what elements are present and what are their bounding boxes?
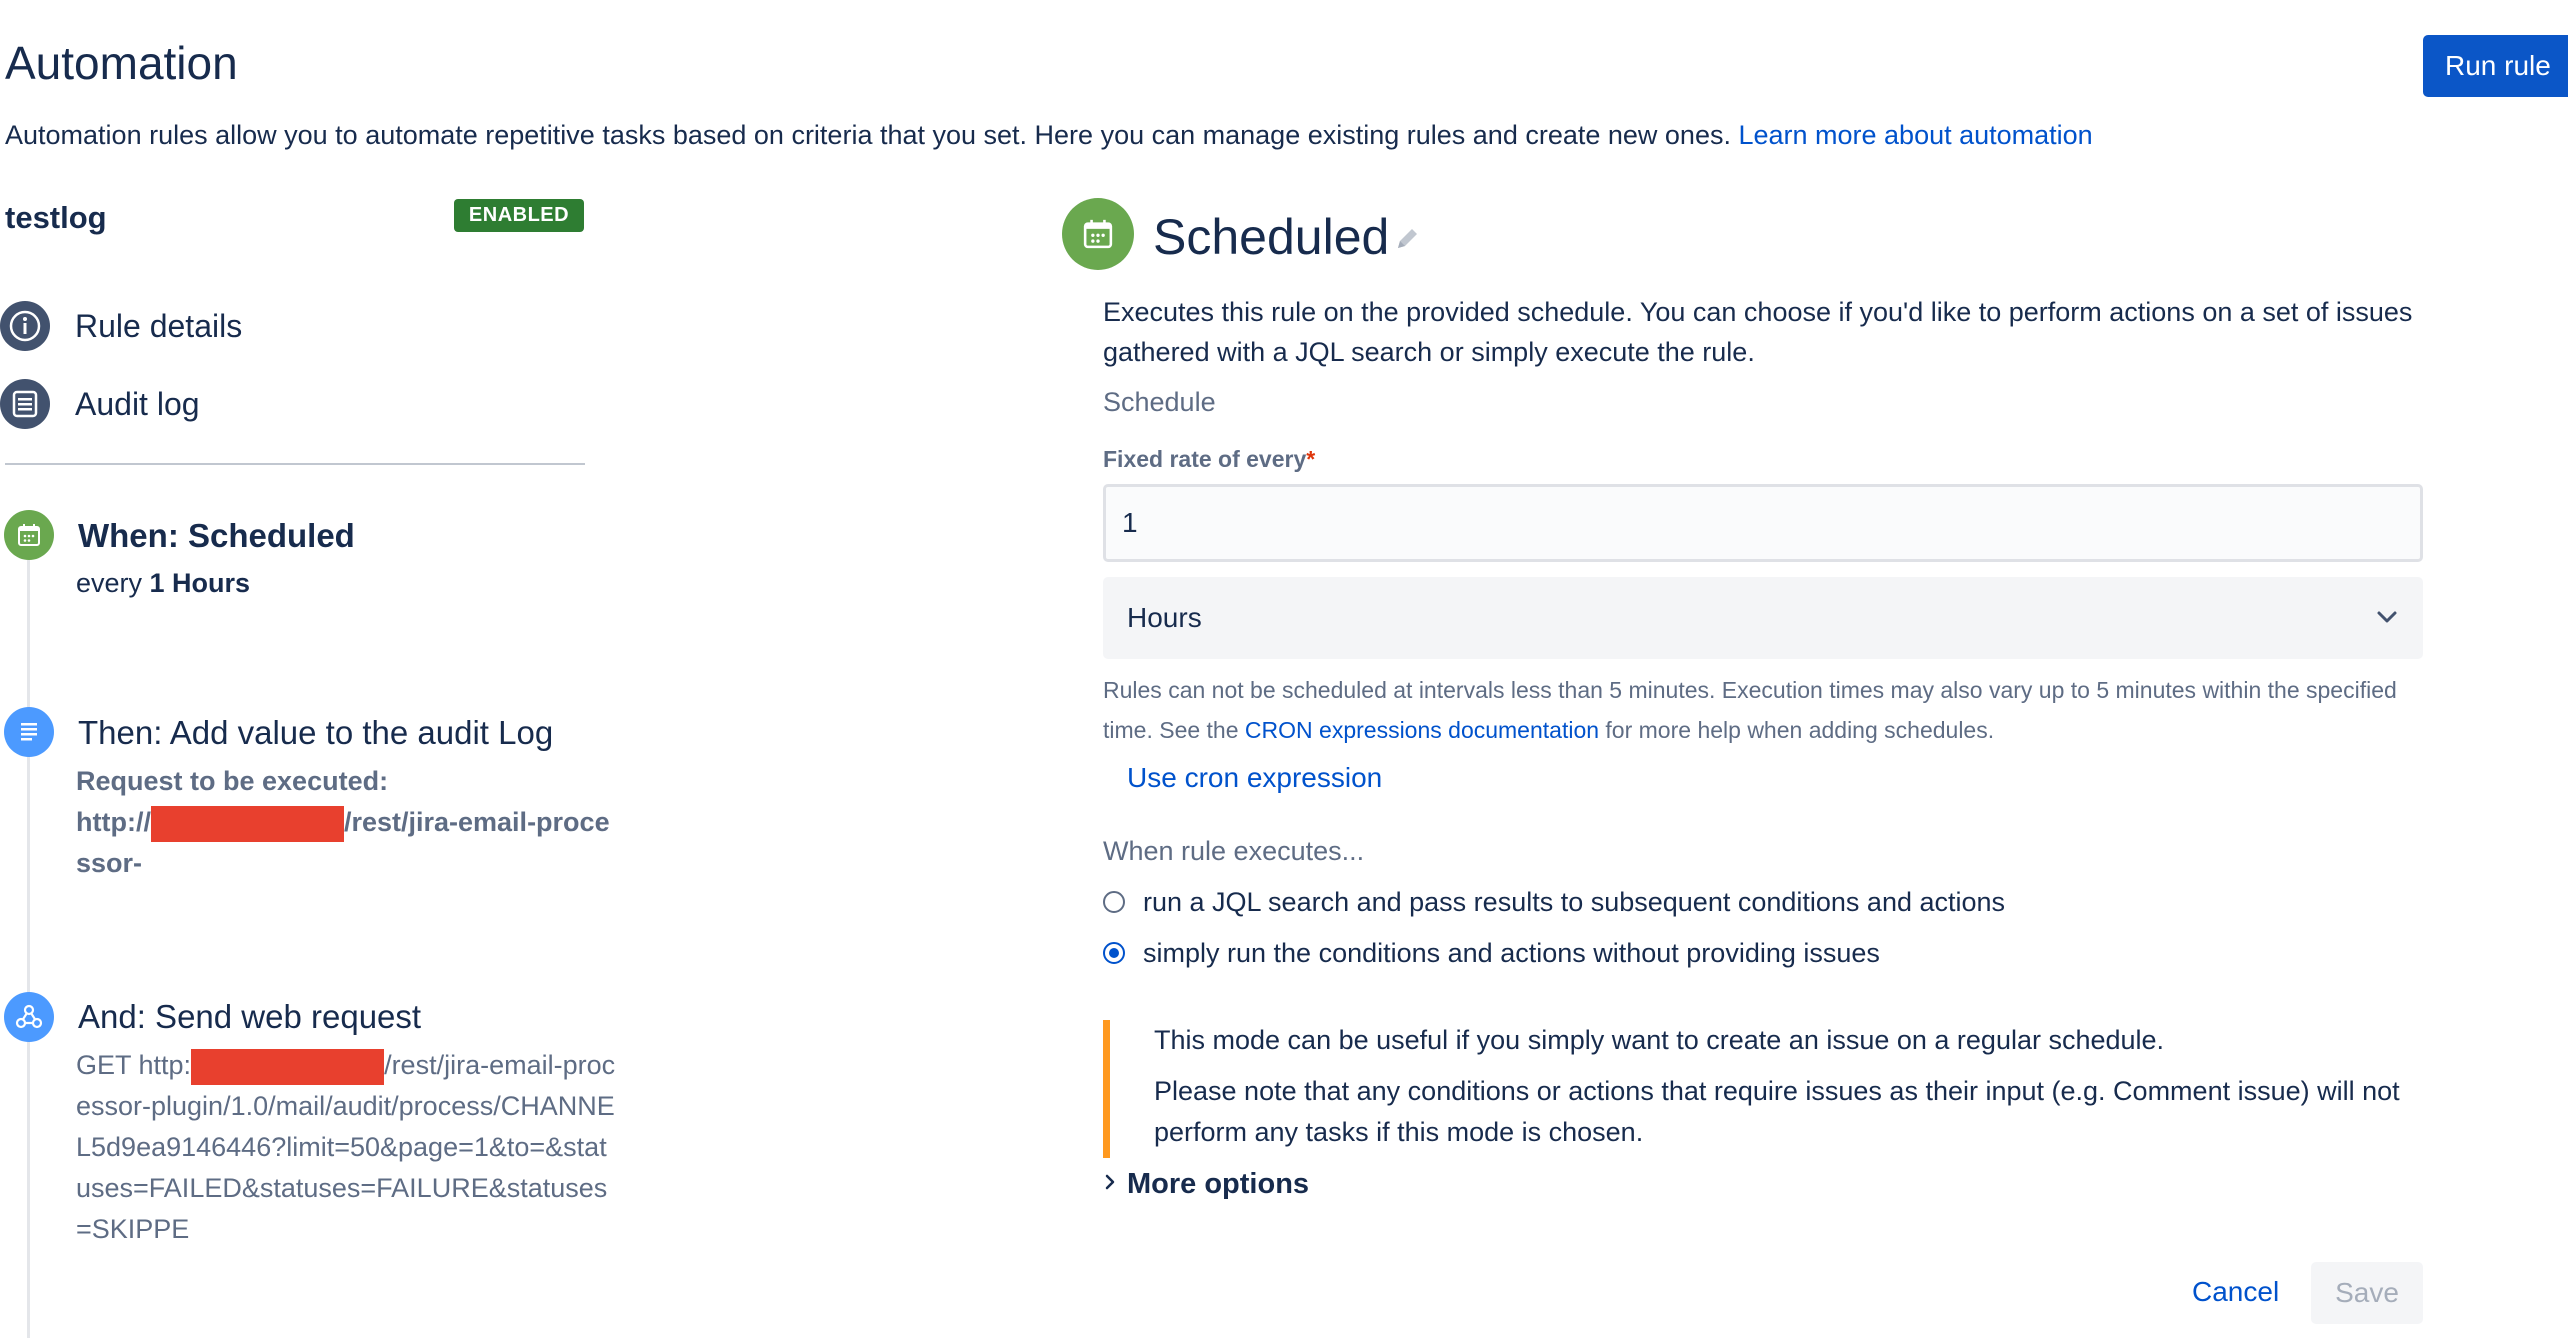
calendar-icon[interactable]: [4, 510, 54, 560]
redacted-block: [191, 1049, 384, 1085]
audit-action-url-suffix: /rest/jira-email-processor-: [76, 807, 610, 878]
radio-button-selected[interactable]: [1103, 942, 1125, 964]
page-title: Automation: [5, 37, 238, 89]
learn-more-link[interactable]: Learn more about automation: [1738, 120, 2093, 150]
web-request-url-suffix: /rest/jira-email-processor-plugin/1.0/mail/audit/process/CHANNEL5d9ea9146446?limit=50&page=1&to=&statuses=FAILED&statuses=FAILURE&statuses=SKIPPE: [76, 1050, 616, 1244]
document-icon[interactable]: [4, 707, 54, 757]
when-rule-executes-label: When rule executes...: [1103, 836, 1365, 866]
nav-item-rule-details[interactable]: [0, 300, 242, 352]
intro-text: [5, 120, 2093, 151]
radio-option-jql-search[interactable]: [1103, 882, 2005, 922]
redacted-block: [151, 806, 344, 842]
note-line: Please note that any conditions or actions that require issues as their input (e.g. Comment issue) will not perform any tasks if this mode is chosen.: [1154, 1076, 2400, 1147]
audit-action-summary: [76, 761, 616, 884]
radio-label: run a JQL search and pass results to subsequent conditions and actions: [1143, 886, 2006, 917]
web-request-title[interactable]: And: Send web request: [78, 998, 422, 1035]
status-badge: ENABLED: [454, 199, 584, 232]
nav-item-label: Rule details: [75, 307, 243, 344]
help-text-prefix: Rules can not be scheduled at intervals less than 5 minutes. Execution times may also vary up to 5 minutes within the specified time. See the: [1103, 677, 2397, 743]
chevron-right-icon: [1103, 1172, 1117, 1197]
use-cron-expression-link[interactable]: Use cron expression: [1127, 762, 1383, 793]
schedule-help-text: [1103, 670, 2433, 750]
audit-action-title[interactable]: Then: Add value to the audit Log: [78, 714, 554, 751]
radio-label: simply run the conditions and actions without providing issues: [1143, 937, 1880, 968]
chevron-down-icon: [2373, 603, 2401, 636]
note-line: This mode can be useful if you simply want to create an issue on a regular schedule.: [1154, 1025, 2165, 1055]
fixed-rate-label: [1103, 446, 1315, 473]
run-rule-button[interactable]: Run rule: [2423, 35, 2568, 97]
more-options-toggle[interactable]: [1103, 1168, 1309, 1201]
audit-action-url-prefix: http://: [76, 807, 151, 837]
nav-item-audit-log[interactable]: [0, 378, 200, 430]
nav-item-label: Audit log: [75, 385, 200, 422]
info-note: [1103, 1020, 2433, 1158]
schedule-section-label: Schedule: [1103, 387, 1216, 417]
required-marker: *: [1306, 446, 1316, 472]
help-text-suffix: for more help when adding schedules.: [1599, 717, 1995, 743]
timeline-line: [27, 560, 30, 1338]
web-request-url-prefix: GET http:: [76, 1050, 192, 1080]
trigger-title[interactable]: When: Scheduled: [78, 517, 355, 554]
save-button[interactable]: Save: [2311, 1262, 2423, 1324]
webhook-icon[interactable]: [4, 992, 54, 1042]
calendar-icon: [1062, 198, 1134, 270]
unit-select[interactable]: [1103, 577, 2423, 659]
radio-option-no-issues[interactable]: [1103, 933, 1880, 973]
divider: [5, 463, 585, 465]
trigger-summary-value: 1 Hours: [149, 568, 251, 598]
more-options-label: More options: [1127, 1168, 1310, 1200]
trigger-summary: [76, 563, 616, 604]
info-icon: [0, 301, 50, 351]
unit-select-value: Hours: [1127, 602, 1202, 633]
web-request-summary: [76, 1045, 616, 1285]
cancel-button[interactable]: Cancel: [2192, 1276, 2280, 1307]
audit-action-summary-heading: Request to be executed:: [76, 766, 389, 796]
radio-button[interactable]: [1103, 891, 1125, 913]
list-icon: [0, 379, 50, 429]
intro-description: Automation rules allow you to automate repetitive tasks based on criteria that you set. Here you can manage existing rules and create new ones.: [5, 120, 1739, 150]
component-title: Scheduled: [1153, 209, 1390, 265]
component-description: Executes this rule on the provided schedule. You can choose if you'd like to perform actions on a set of issues gathered with a JQL search or simply execute the rule.: [1103, 297, 2413, 367]
trigger-summary-prefix: every: [76, 568, 150, 598]
cron-docs-link[interactable]: CRON expressions documentation: [1244, 717, 1600, 743]
fixed-rate-label-text: Fixed rate of every: [1103, 446, 1307, 472]
fixed-rate-input[interactable]: [1103, 484, 2423, 562]
rule-name: testlog: [5, 200, 107, 235]
pencil-icon[interactable]: [1393, 225, 1421, 258]
